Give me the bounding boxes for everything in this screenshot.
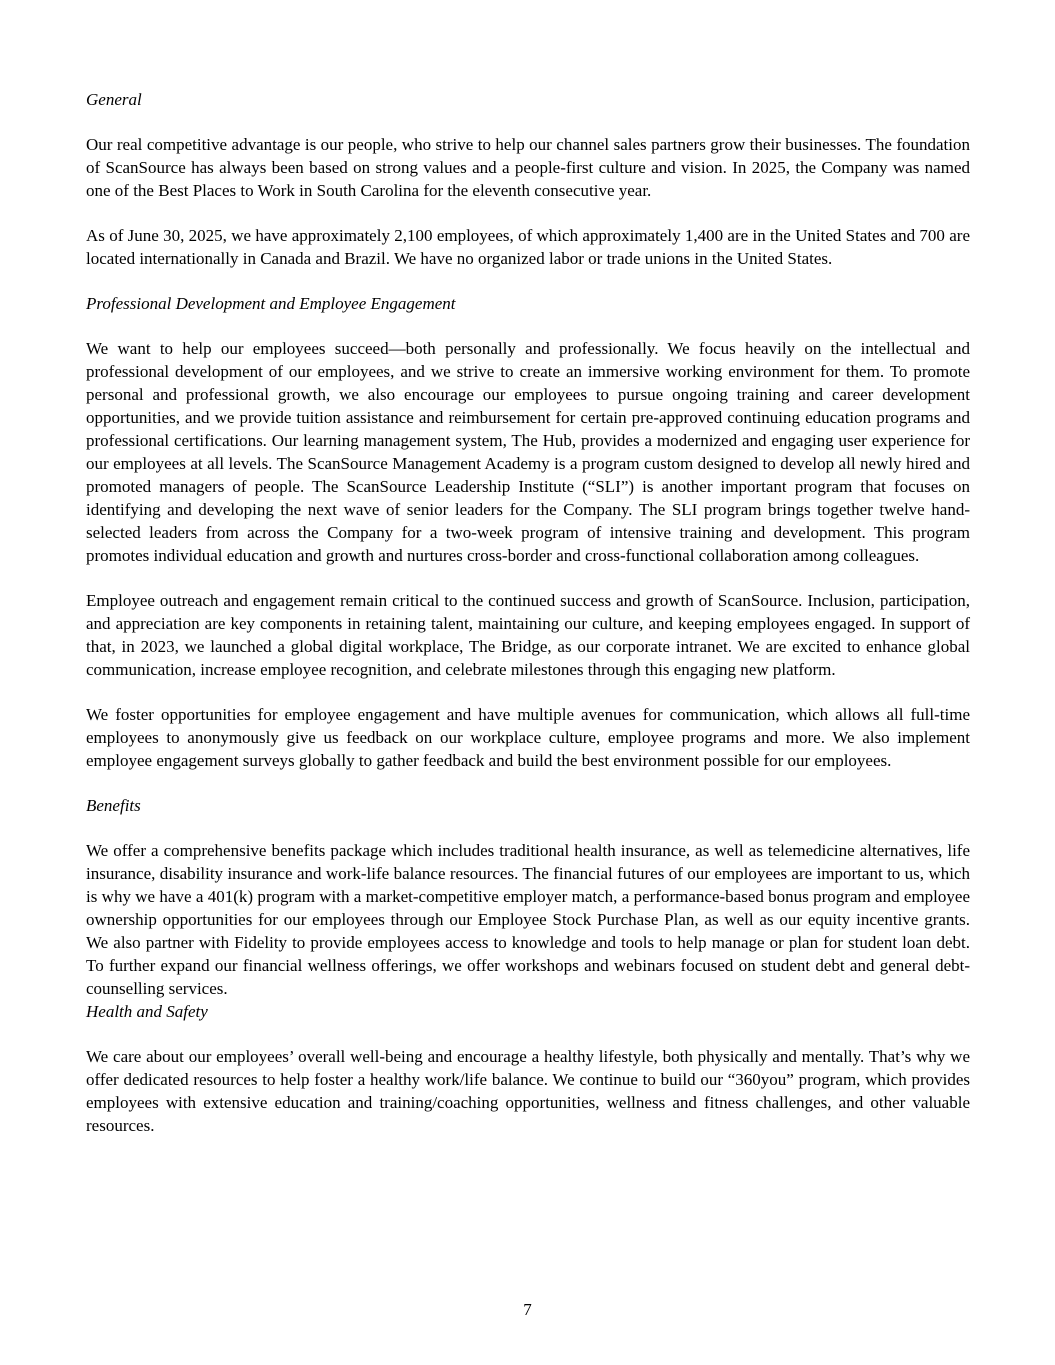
paragraph-employee-counts: As of June 30, 2025, we have approximately 2,100 employees, of which approximately 1,400 are in the United States and 700 are located internationally in Canada and Brazil. We have no organized labor or trade unions in the United States. bbox=[86, 226, 970, 268]
document-body bbox=[86, 88, 970, 1137]
paragraph-development-programs: We want to help our employees succeed—both personally and professionally. We focus heavily on the intellectual and professional development of our employees, and we strive to create an immersive working environment for them. To promote personal and professional growth, we also encourage our employees to pursue ongoing training and career development opportunities, and we provide tuition assistance and reimbursement for certain pre-approved continuing education programs and professional certifications. Our learning management system, The Hub, provides a modernized and engaging user experience for our employees at all levels. The ScanSource Management Academy is a program custom designed to develop all newly hired and promoted managers of people. The ScanSource Leadership Institute (“SLI”) is another important program that focuses on identifying and developing the next wave of senior leaders for the Company. The SLI program brings together twelve hand-selected leaders from across the Company for a two-week program of intensive training and development. This program promotes individual education and growth and nurtures cross-border and cross-functional collaboration among colleagues. bbox=[86, 339, 970, 565]
section-heading-benefits: Benefits bbox=[86, 796, 141, 815]
paragraph-employee-outreach: Employee outreach and engagement remain critical to the continued success and growth of ScanSource. Inclusion, participation, and appreciation are key components in retaining talent, maintaining our culture, and keeping employees engaged. In support of that, in 2023, we launched a global digital workplace, The Bridge, as our corporate intranet. We are excited to enhance global communication, increase employee recognition, and celebrate milestones through this engaging new platform. bbox=[86, 591, 970, 679]
paragraph-benefits-package: We offer a comprehensive benefits package which includes traditional health insurance, as well as telemedicine alternatives, life insurance, disability insurance and work-life balance resources. The financial futures of our employees are important to us, which is why we have a 401(k) program with a market-competitive employer match, a performance-based bonus program and employee ownership opportunities for our employees through our Employee Stock Purchase Plan, as well as our equity incentive grants. We also partner with Fidelity to provide employees access to knowledge and tools to help manage or plan for student loan debt. To further expand our financial wellness offerings, we offer workshops and webinars focused on student debt and general debt-counselling services. bbox=[86, 841, 970, 998]
section-heading-health-and-safety: Health and Safety bbox=[86, 1002, 208, 1021]
section-heading-professional-development: Professional Development and Employee Engagement bbox=[86, 294, 456, 313]
paragraph-wellbeing: We care about our employees’ overall well-being and encourage a healthy lifestyle, both physically and mentally. That’s why we offer dedicated resources to help foster a healthy work/life balance. We continue to build our “360you” program, which provides employees with extensive education and training/coaching opportunities, wellness and fitness challenges, and other valuable resources. bbox=[86, 1047, 970, 1135]
paragraph-engagement-feedback: We foster opportunities for employee engagement and have multiple avenues for communication, which allows all full-time employees to anonymously give us feedback on our workplace culture, employee programs and more. We also implement employee engagement surveys globally to gather feedback and build the best environment possible for our employees. bbox=[86, 705, 970, 770]
paragraph-competitive-advantage: Our real competitive advantage is our people, who strive to help our channel sales partners grow their businesses. The foundation of ScanSource has always been based on strong values and a people-first culture and vision. In 2025, the Company was named one of the Best Places to Work in South Carolina for the eleventh consecutive year. bbox=[86, 135, 970, 200]
page-number: 7 bbox=[523, 1300, 532, 1319]
section-heading-general: General bbox=[86, 90, 142, 109]
